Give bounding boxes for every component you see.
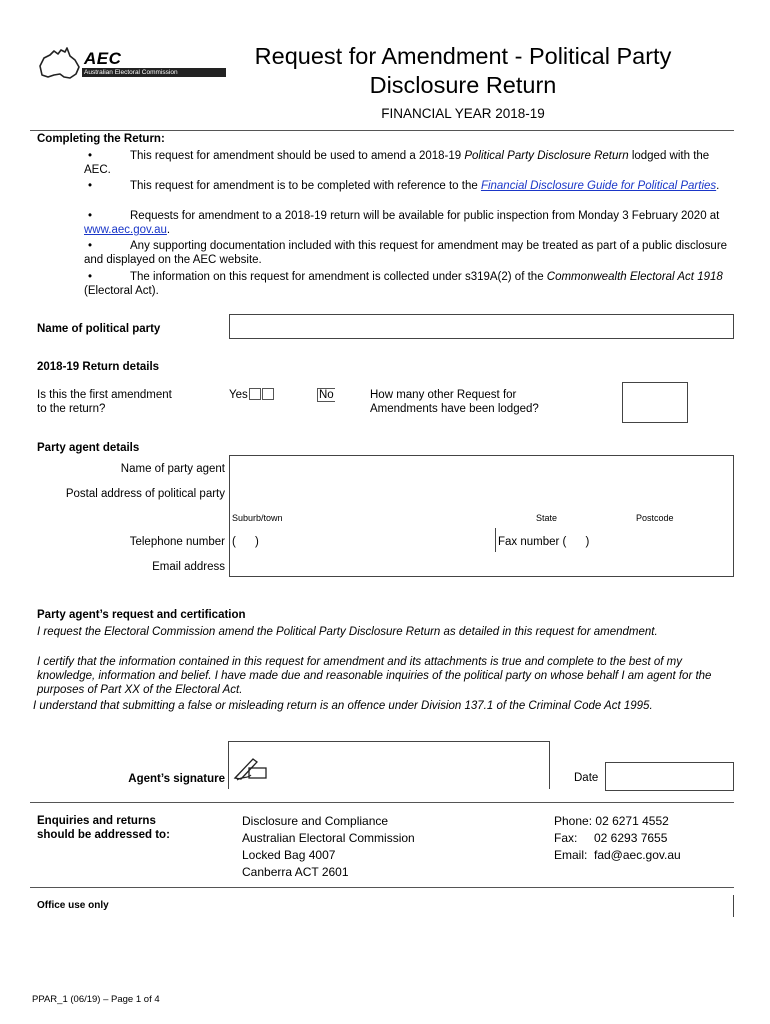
- agent-name-label: Name of party agent: [120, 463, 225, 475]
- bullet-4: • Any supporting documentation included with this request for amendment may be treated as part of a public disclosure and displayed on the AEC website.: [84, 240, 728, 266]
- agent-name-input[interactable]: [229, 455, 734, 480]
- logo-subtitle: Australian Electoral Commission: [82, 68, 226, 77]
- yes-option: [229, 388, 274, 402]
- office-use-label: Office use only: [37, 900, 109, 911]
- logo-name: AEC: [84, 49, 122, 68]
- yes-checkbox-2[interactable]: [262, 388, 274, 400]
- page-title: [196, 42, 730, 100]
- state-label: State: [536, 513, 558, 523]
- first-amendment-question: Is this the first amendment to the return?: [37, 389, 172, 415]
- telephone-label: Telephone number: [129, 536, 225, 548]
- bullet-5: • The information on this request for amendment is collected under s319A(2) of the Commonwealth Electoral Act 1918 (Electoral Act).: [84, 271, 723, 297]
- financial-guide-link[interactable]: Financial Disclosure Guide for Political Parties: [480, 180, 717, 192]
- header-rule: [30, 130, 734, 131]
- postal-address-block: Disclosure and Compliance Australian Electoral Commission Locked Bag 4007 Canberra ACT 2601: [242, 814, 415, 879]
- no-label[interactable]: No: [319, 389, 334, 401]
- signature-label: Agent’s signature: [128, 773, 225, 785]
- bullet-dot: •: [88, 240, 93, 252]
- australia-map-icon: [36, 46, 82, 82]
- pen-signature-icon: [233, 756, 269, 782]
- email-label: Email address: [152, 561, 225, 573]
- aec-website-link[interactable]: www.aec.gov.au: [84, 224, 167, 236]
- telephone-input[interactable]: [229, 528, 496, 553]
- email-input[interactable]: [229, 552, 734, 577]
- telephone-area-code: ( ): [232, 536, 259, 548]
- suburb-label: Suburb/town: [232, 513, 283, 523]
- no-option: [317, 388, 335, 402]
- enquiries-rule: [30, 802, 734, 803]
- title-line-2: Disclosure Return: [369, 72, 557, 98]
- financial-year: FINANCIAL YEAR 2018-19: [381, 106, 545, 121]
- certification-request: I request the Electoral Commission amend the Political Party Disclosure Return as detailed in this request for amendment.: [37, 626, 658, 638]
- bullet-2: • This request for amendment is to be completed with reference to the Financial Disclosure Guide for Political Parties.: [84, 179, 734, 193]
- postal-address-label: Postal address of political party: [65, 488, 225, 500]
- bullet-dot: •: [88, 271, 93, 283]
- office-use-box-edge: [733, 895, 734, 917]
- fax-label: Fax number ( ): [498, 536, 590, 548]
- title-line-1: Request for Amendment - Political Party: [254, 43, 672, 69]
- completing-heading: Completing the Return:: [37, 133, 165, 145]
- certification-heading: Party agent’s request and certification: [37, 609, 246, 621]
- party-name-input[interactable]: [229, 314, 734, 339]
- date-label: Date: [574, 772, 599, 784]
- page-footer: PPAR_1 (06/19) – Page 1 of 4: [32, 994, 160, 1005]
- bullet-dot: •: [88, 150, 93, 162]
- contact-block: [554, 813, 681, 864]
- how-many-question: How many other Request for Amendments have been lodged?: [370, 389, 539, 415]
- certification-offence: I understand that submitting a false or misleading return is an offence under Division 137.1 of the Criminal Code Act 1995.: [33, 700, 653, 712]
- date-input[interactable]: [605, 762, 734, 791]
- agent-heading: Party agent details: [37, 442, 140, 454]
- bullet-1: • This request for amendment should be used to amend a 2018-19 Political Party Disclosure Return lodged with the AEC.: [84, 150, 710, 176]
- postcode-label: Postcode: [636, 513, 674, 523]
- yes-checkbox[interactable]: [249, 388, 261, 400]
- party-name-label: Name of political party: [37, 323, 161, 335]
- yes-label: Yes: [229, 389, 248, 401]
- signature-field[interactable]: [228, 741, 550, 789]
- contact-fax: Fax: 02 6293 7655: [554, 831, 668, 845]
- enquiries-label: Enquiries and returns should be addressed to:: [37, 815, 170, 841]
- bullet-dot: •: [88, 210, 93, 222]
- contact-email: Email: fad@aec.gov.au: [554, 848, 681, 862]
- contact-phone: Phone: 02 6271 4552: [554, 814, 669, 828]
- aec-logo: [36, 46, 192, 82]
- return-details-heading: 2018-19 Return details: [37, 361, 160, 373]
- office-use-rule: [30, 887, 734, 888]
- bullet-3: • Requests for amendment to a 2018-19 return will be available for public inspection from Monday 3 February 2020 at www.aec.gov.au.: [84, 210, 720, 236]
- amendment-count-input[interactable]: [622, 382, 688, 423]
- bullet-dot: •: [88, 180, 93, 192]
- certification-statement: I certify that the information contained in this request for amendment and its attachments is true and complete to the best of my knowledge, information and belief. I have made due and reasonable inquiries of the political party on whose behalf I am agent for the purposes of Part XX of the Electoral Act.: [37, 656, 712, 696]
